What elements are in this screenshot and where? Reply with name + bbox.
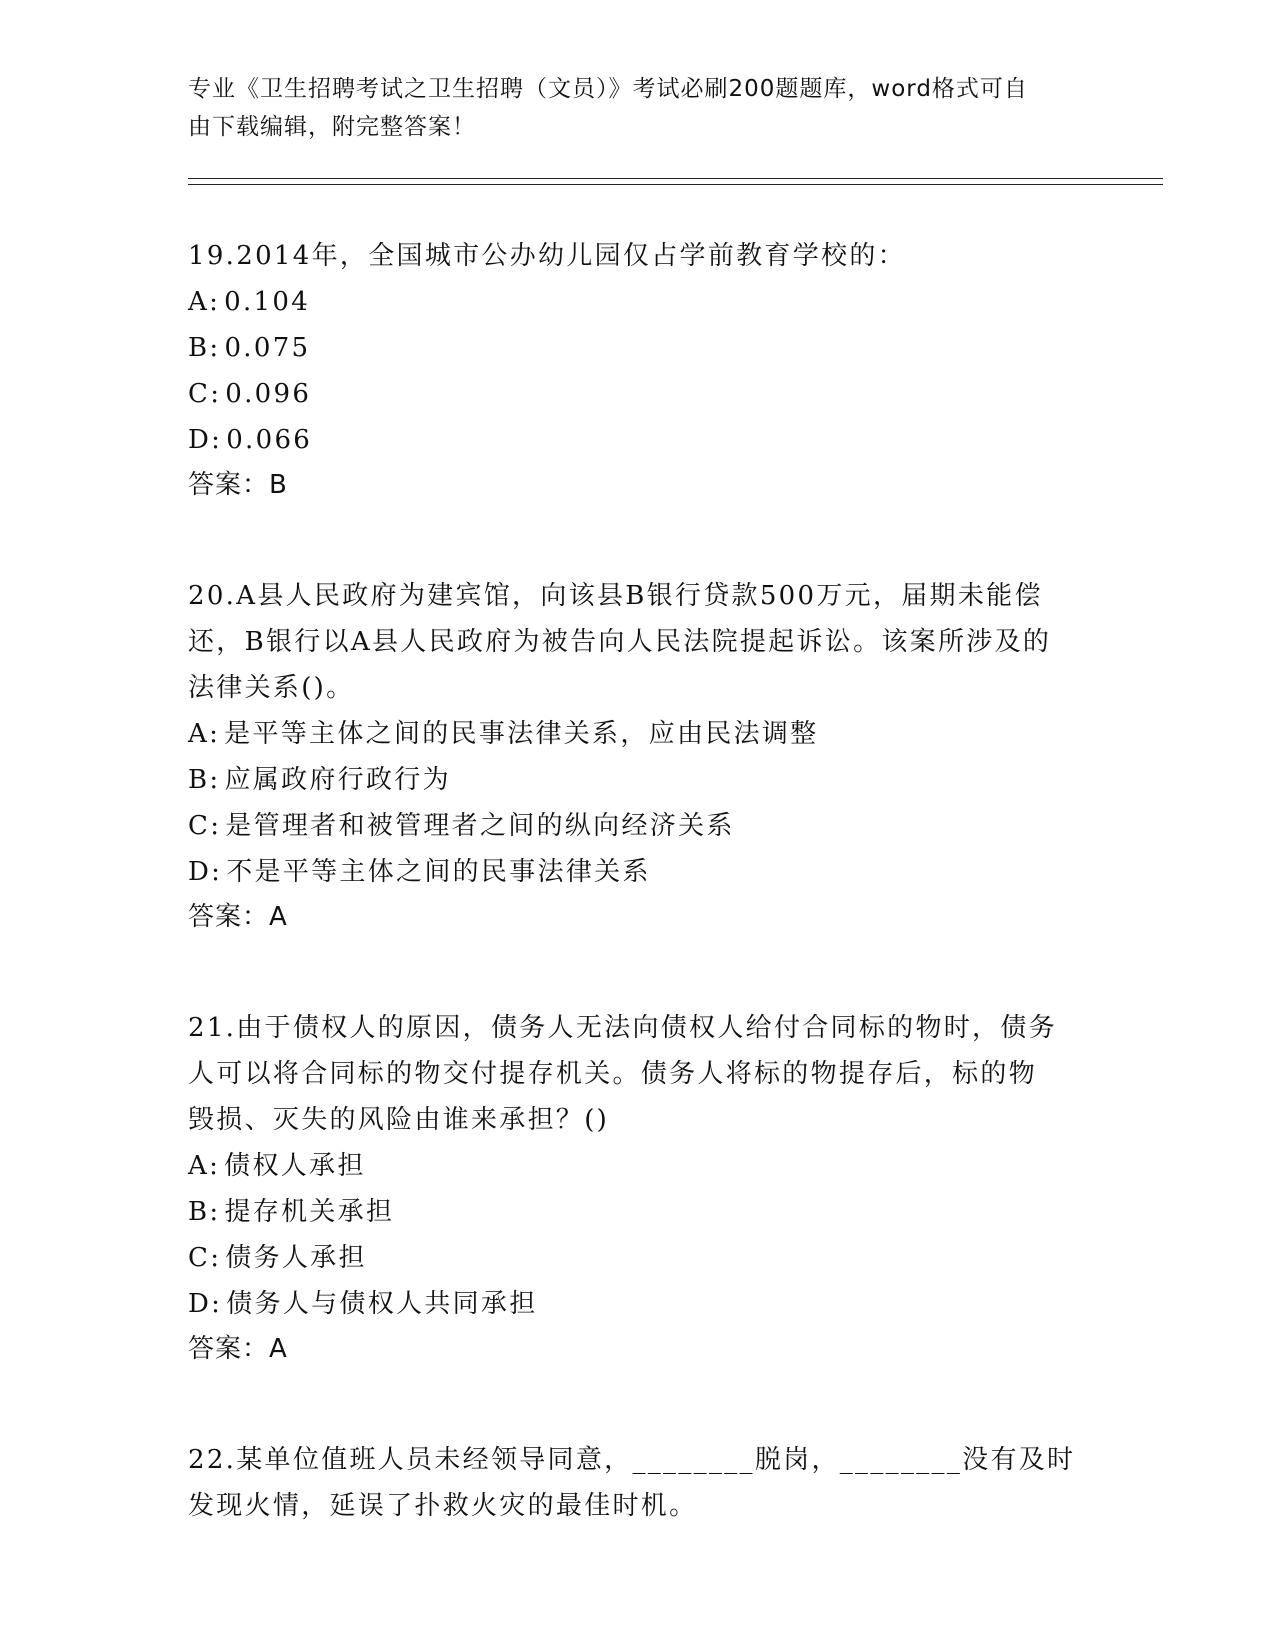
option-label: B: — [188, 333, 221, 363]
option-text: 0.066 — [226, 425, 313, 455]
option-text: 债务人与债权人共同承担 — [226, 1289, 538, 1319]
option-text: 债务人承担 — [225, 1243, 367, 1273]
option-label: D: — [188, 425, 223, 455]
question-stem-line: 22.某单位值班人员未经领导同意，________脱岗，________没有及时 — [188, 1445, 1076, 1475]
option-d — [188, 1281, 1088, 1327]
question-stem-line: 19.2014年，全国城市公办幼儿园仅占学前教育学校的： — [188, 241, 906, 271]
question-22 — [188, 1437, 1088, 1529]
question-spacer — [188, 939, 1088, 1005]
option-text: 提存机关承担 — [224, 1197, 395, 1227]
header-line-2: 由下载编辑，附完整答案！ — [188, 114, 476, 140]
question-19 — [188, 233, 1088, 507]
option-text: 0.104 — [224, 287, 311, 317]
option-label: D: — [188, 1289, 223, 1319]
option-text: 应属政府行政行为 — [224, 765, 451, 795]
document-header — [188, 70, 1078, 146]
option-label: C: — [188, 379, 222, 409]
header-line-1: 专业《卫生招聘考试之卫生招聘（文员）》考试必刷200题题库，word格式可自 — [188, 76, 1028, 102]
option-d — [188, 417, 1088, 463]
question-stem-line: 法律关系()。 — [188, 673, 355, 703]
question-20 — [188, 573, 1088, 939]
option-label: C: — [188, 811, 222, 841]
option-text: 债权人承担 — [224, 1151, 366, 1181]
option-label: A: — [188, 719, 221, 749]
question-stem-line: 毁损、灭失的风险由谁来承担？() — [188, 1105, 610, 1135]
option-c — [188, 1235, 1088, 1281]
question-spacer — [188, 1371, 1088, 1437]
question-stem-line: 人可以将合同标的物交付提存机关。债务人将标的物提存后，标的物 — [188, 1059, 1038, 1089]
option-c — [188, 803, 1088, 849]
option-text: 是平等主体之间的民事法律关系，应由民法调整 — [224, 719, 819, 749]
option-a — [188, 1143, 1088, 1189]
answer-line: 答案：A — [188, 1334, 288, 1364]
option-label: A: — [188, 287, 221, 317]
header-divider-bottom — [188, 184, 1163, 185]
option-a — [188, 279, 1088, 325]
option-text: 不是平等主体之间的民事法律关系 — [226, 857, 651, 887]
option-c — [188, 371, 1088, 417]
question-stem-line: 20.A县人民政府为建宾馆，向该县B银行贷款500万元，届期未能偿 — [188, 581, 1043, 611]
option-label: A: — [188, 1151, 221, 1181]
option-label: B: — [188, 1197, 221, 1227]
option-d — [188, 849, 1088, 895]
option-b — [188, 1189, 1088, 1235]
answer-line: 答案：A — [188, 902, 288, 932]
option-b — [188, 757, 1088, 803]
option-label: B: — [188, 765, 221, 795]
answer-line: 答案：B — [188, 470, 288, 500]
option-text: 是管理者和被管理者之间的纵向经济关系 — [225, 811, 735, 841]
question-spacer — [188, 507, 1088, 573]
question-stem-line: 还，B银行以A县人民政府为被告向人民法院提起诉讼。该案所涉及的 — [188, 627, 1052, 657]
question-list — [188, 233, 1088, 1529]
question-21 — [188, 1005, 1088, 1371]
option-text: 0.075 — [224, 333, 311, 363]
option-b — [188, 325, 1088, 371]
option-a — [188, 711, 1088, 757]
option-text: 0.096 — [225, 379, 312, 409]
question-stem-line: 21.由于债权人的原因，债务人无法向债权人给付合同标的物时，债务 — [188, 1013, 1057, 1043]
header-divider-top — [188, 178, 1163, 179]
option-label: D: — [188, 857, 223, 887]
option-label: C: — [188, 1243, 222, 1273]
question-stem-line: 发现火情，延误了扑救火灾的最佳时机。 — [188, 1491, 698, 1521]
